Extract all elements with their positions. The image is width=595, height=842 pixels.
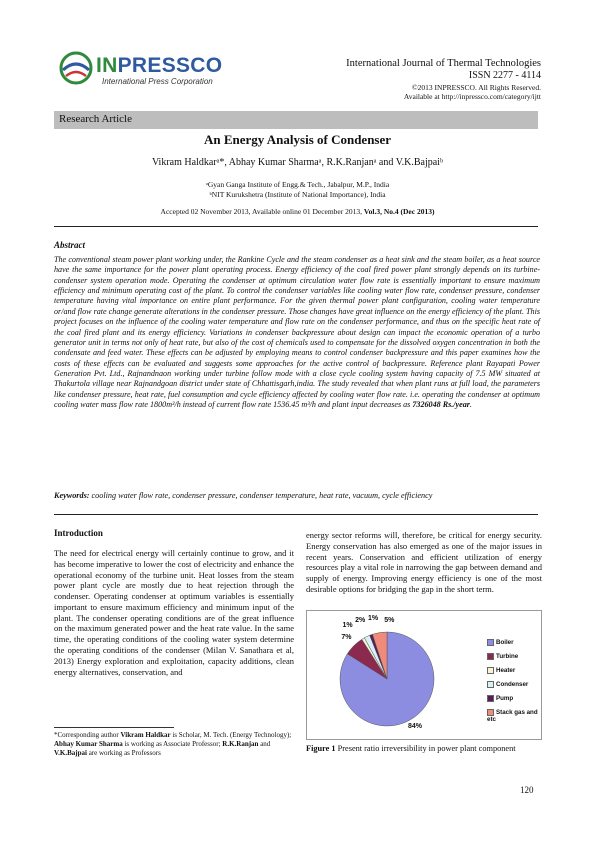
intro-heading: Introduction	[54, 528, 103, 538]
section-bar	[54, 111, 538, 129]
abstract-heading: Abstract	[54, 240, 86, 250]
legend-swatch	[487, 695, 494, 702]
legend-label: Condenser	[496, 681, 529, 689]
legend-label: Stack gas and etc	[487, 709, 538, 724]
legend-swatch	[487, 653, 494, 660]
keywords-text: cooling water flow rate, condenser pressure, condenser temperature, heat rate, vacuum, cycle efficiency	[89, 491, 433, 500]
legend-item-boiler	[487, 639, 514, 646]
availability-url[interactable]: Available at http://inpressco.com/category/ijtt	[403, 92, 541, 101]
legend-item-stack-gas-and-etc	[487, 709, 541, 723]
logo-wordmark: INPRESSCO	[96, 54, 223, 77]
pie-label-pump: 1%	[368, 615, 379, 623]
logo-tagline: International Press Corporation	[102, 77, 213, 86]
divider	[54, 514, 538, 515]
legend-label: Pump	[496, 695, 514, 703]
pie-label-heater: 1%	[342, 621, 353, 629]
journal-info	[346, 57, 541, 101]
pie-chart	[306, 610, 542, 740]
affiliation-a: ᵃGyan Ganga Institute of Engg.& Tech., Jabalpur, M.P., India	[205, 180, 390, 189]
intro-column-right: energy sector reforms will, therefore, be critical for energy security. Energy conservation has also emerged as one of the major issues in recent years. Conservation and efficient utilization of energy resources play a vital role in narrowing the gap between demand and supply of energy. Improving energy efficiency is one of the most desirable options for bridging the gap in the short term.	[306, 530, 542, 594]
affiliation-b: ᵇNIT Kurukshetra (Institute of National Importance), India	[209, 190, 386, 199]
keywords-label: Keywords:	[54, 491, 90, 500]
paper-title: An Energy Analysis of Condenser	[203, 132, 392, 147]
legend-item-heater	[487, 667, 515, 674]
intro-column-left: The need for electrical energy will certainly continue to grow, and it has become imperative to lower the cost of electricity and enhance the operational economy of the turbine unit. Heat losses from the steam power plant cycle are mostly due to heat rejection through the condenser. Operating condenser at optimum variables is essentially important to ensure maximum efficiency and minimum input of the plant. The condenser operating conditions are of the great influence on the maximum generated power and the heat rate value. In the same time, the operating conditions of the cooling water system determine the operating conditions of the condenser (Milan V. Sanathara et al, 2013) Energy exploration and exploitation, capacity additions, clean energy alternatives, conservation, and	[54, 548, 294, 677]
footnote: *Corresponding author Vikram Haldkar is Scholar, M. Tech. (Energy Technology); Abhay Kumar Sharma is working as Associate Professor; R.K.Ranjan and V.K.Bajpai are working as Professors	[54, 731, 292, 758]
pie-label-condenser: 2%	[355, 617, 366, 625]
legend-label: Turbine	[496, 653, 519, 661]
abstract-text: The conventional steam power plant working under, the Rankine Cycle and the steam condenser as a heat sink and the steam boiler, as a heat source have the same importance for the power plant operating process. Energy efficiency of the coal fired power plant strongly depends on its turbine-condenser system operation mode. Operating the condenser at optimum circulation water flow rate is essentially important to ensure maximum efficiency and minimum operating cost of the plant. To control the condenser variables like cooling water flow rate, condenser pressure, condenser temperature having vital importance on entire plant performance. For the given thermal power plant configuration, cooling water temperature or/and flow rate change generate alterations in the condenser pressure. Those changes have great influence on the energy efficiency of the plant. This project focuses on the influence of the cooling water temperature and flow rate on the condenser performance, and thus on the specific heat rate of the coal fired plant and its energy efficiency. Variations in condenser backpressure about design can impact the economic operation of a turbo generator unit in terms not only of heat rate, but also of the cost of chemicals used to compensate for the dissolved oxygen concentration in both the condensate and feed water. These effects can be adjusted by employing means to control condenser backpressure and this paper examines how the costs of these effects can be evaluated and suggests some approaches for the active control of backpressure. Reference plant Rayapati Power Generation Pvt. Ltd., Rajnandnaon working under turbine follow mode with a close cycle cooling system having capacity of 7.5 MW situated at Thakurtola village near Rajnandgoan district under state of Chhattisgarh,india. The study revealed that when plant runs at full load, the parameters like condenser pressure, heat rate, fuel consumption and cycle efficiency affected by cooling water flow rate. i.e. operating the condenser at optimum cooling water mass flow rate 1800m³/h instead of current flow rate 1536.45 m³/h and plant input decreases as 7326048 Rs./year.	[54, 255, 540, 410]
abstract-highlight: 7326048 Rs./year	[412, 400, 470, 410]
journal-name: International Journal of Thermal Technologies	[346, 58, 541, 69]
issn: ISSN 2277 - 4114	[468, 70, 541, 82]
legend-swatch	[487, 639, 494, 646]
publisher-logo	[58, 50, 223, 94]
page-number: 120	[520, 785, 534, 795]
author-list: Vikram Haldkarᵃ*, Abhay Kumar Sharmaᵃ, R.K.Ranjanᵃ and V.K.Bajpaiᵇ	[151, 157, 444, 168]
keywords	[54, 491, 540, 500]
legend-item-condenser	[487, 681, 528, 688]
divider	[54, 226, 538, 227]
volume-info: Vol.3, No.4 (Dec 2013)	[363, 207, 435, 216]
copyright: ©2013 INPRESSCO. All Rights Reserved.	[411, 82, 541, 92]
figure-caption: Figure 1 Present ratio irreversibility in power plant component	[306, 744, 516, 753]
legend-swatch	[487, 681, 494, 688]
pie-label-boiler: 84%	[407, 723, 422, 731]
pie-label-stack-gas-and-etc: 5%	[384, 616, 395, 624]
pie-label-turbine: 7%	[341, 634, 352, 642]
legend-item-pump	[487, 695, 513, 702]
publication-dates: Accepted 02 November 2013, Available online 01 December 2013, Vol.3, No.4 (Dec 2013)	[160, 207, 435, 216]
globe-logo-icon	[58, 50, 94, 86]
figure-label: Figure 1	[306, 744, 336, 753]
legend-item-turbine	[487, 653, 518, 660]
legend-label: Boiler	[496, 639, 514, 647]
legend-label: Heater	[496, 667, 516, 675]
article-type: Research Article	[59, 113, 132, 125]
footnote-rule	[54, 727, 174, 728]
legend-swatch	[487, 667, 494, 674]
legend-swatch	[487, 709, 494, 716]
